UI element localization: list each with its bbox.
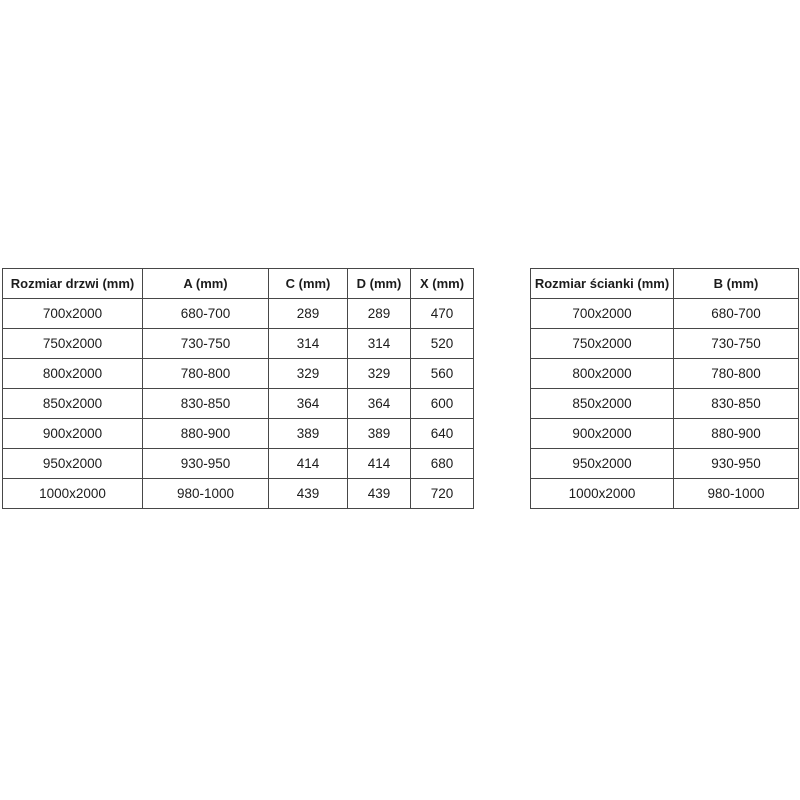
column-header: C (mm)	[269, 269, 348, 299]
table-cell: 950x2000	[3, 449, 143, 479]
table-cell: 850x2000	[531, 389, 674, 419]
table-cell: 750x2000	[531, 329, 674, 359]
door-size-table	[2, 268, 474, 509]
table-row	[531, 359, 799, 389]
column-header: Rozmiar ścianki (mm)	[531, 269, 674, 299]
table-cell: 364	[348, 389, 411, 419]
table-cell: 314	[348, 329, 411, 359]
table-cell: 700x2000	[531, 299, 674, 329]
table-cell: 980-1000	[143, 479, 269, 509]
table-cell: 750x2000	[3, 329, 143, 359]
table-cell: 930-950	[143, 449, 269, 479]
table-row	[3, 479, 474, 509]
table-cell: 800x2000	[3, 359, 143, 389]
table-row	[3, 449, 474, 479]
table-cell: 830-850	[143, 389, 269, 419]
table-cell: 800x2000	[531, 359, 674, 389]
table-cell: 600	[411, 389, 474, 419]
table-cell: 730-750	[674, 329, 799, 359]
column-header: B (mm)	[674, 269, 799, 299]
table-cell: 880-900	[143, 419, 269, 449]
table-cell: 640	[411, 419, 474, 449]
table-row	[3, 389, 474, 419]
table-cell: 780-800	[674, 359, 799, 389]
table-row	[3, 359, 474, 389]
table-cell: 414	[269, 449, 348, 479]
table-cell: 980-1000	[674, 479, 799, 509]
table-cell: 930-950	[674, 449, 799, 479]
table-row	[3, 329, 474, 359]
column-header: Rozmiar drzwi (mm)	[3, 269, 143, 299]
table-row	[531, 419, 799, 449]
table-cell: 900x2000	[531, 419, 674, 449]
table-cell: 329	[269, 359, 348, 389]
column-header: A (mm)	[143, 269, 269, 299]
table-row	[531, 389, 799, 419]
table-cell: 720	[411, 479, 474, 509]
table-cell: 560	[411, 359, 474, 389]
table-cell: 880-900	[674, 419, 799, 449]
header-row	[531, 269, 799, 299]
table-cell: 680-700	[143, 299, 269, 329]
table-cell: 700x2000	[3, 299, 143, 329]
table-cell: 389	[269, 419, 348, 449]
table-cell: 950x2000	[531, 449, 674, 479]
table-cell: 780-800	[143, 359, 269, 389]
table-cell: 439	[348, 479, 411, 509]
table-cell: 680	[411, 449, 474, 479]
table-row	[531, 479, 799, 509]
table-row	[531, 299, 799, 329]
table-cell: 1000x2000	[531, 479, 674, 509]
table-cell: 470	[411, 299, 474, 329]
table-cell: 289	[348, 299, 411, 329]
column-header: D (mm)	[348, 269, 411, 299]
table-cell: 389	[348, 419, 411, 449]
table-cell: 329	[348, 359, 411, 389]
wall-size-table	[530, 268, 799, 509]
column-header: X (mm)	[411, 269, 474, 299]
table-cell: 830-850	[674, 389, 799, 419]
table-cell: 900x2000	[3, 419, 143, 449]
table-row	[531, 329, 799, 359]
table-cell: 850x2000	[3, 389, 143, 419]
table-cell: 439	[269, 479, 348, 509]
table-row	[531, 449, 799, 479]
table-cell: 730-750	[143, 329, 269, 359]
table-cell: 1000x2000	[3, 479, 143, 509]
table-cell: 520	[411, 329, 474, 359]
table-row	[3, 299, 474, 329]
table-cell: 314	[269, 329, 348, 359]
table-row	[3, 419, 474, 449]
table-cell: 364	[269, 389, 348, 419]
table-cell: 289	[269, 299, 348, 329]
table-cell: 680-700	[674, 299, 799, 329]
header-row	[3, 269, 474, 299]
table-cell: 414	[348, 449, 411, 479]
